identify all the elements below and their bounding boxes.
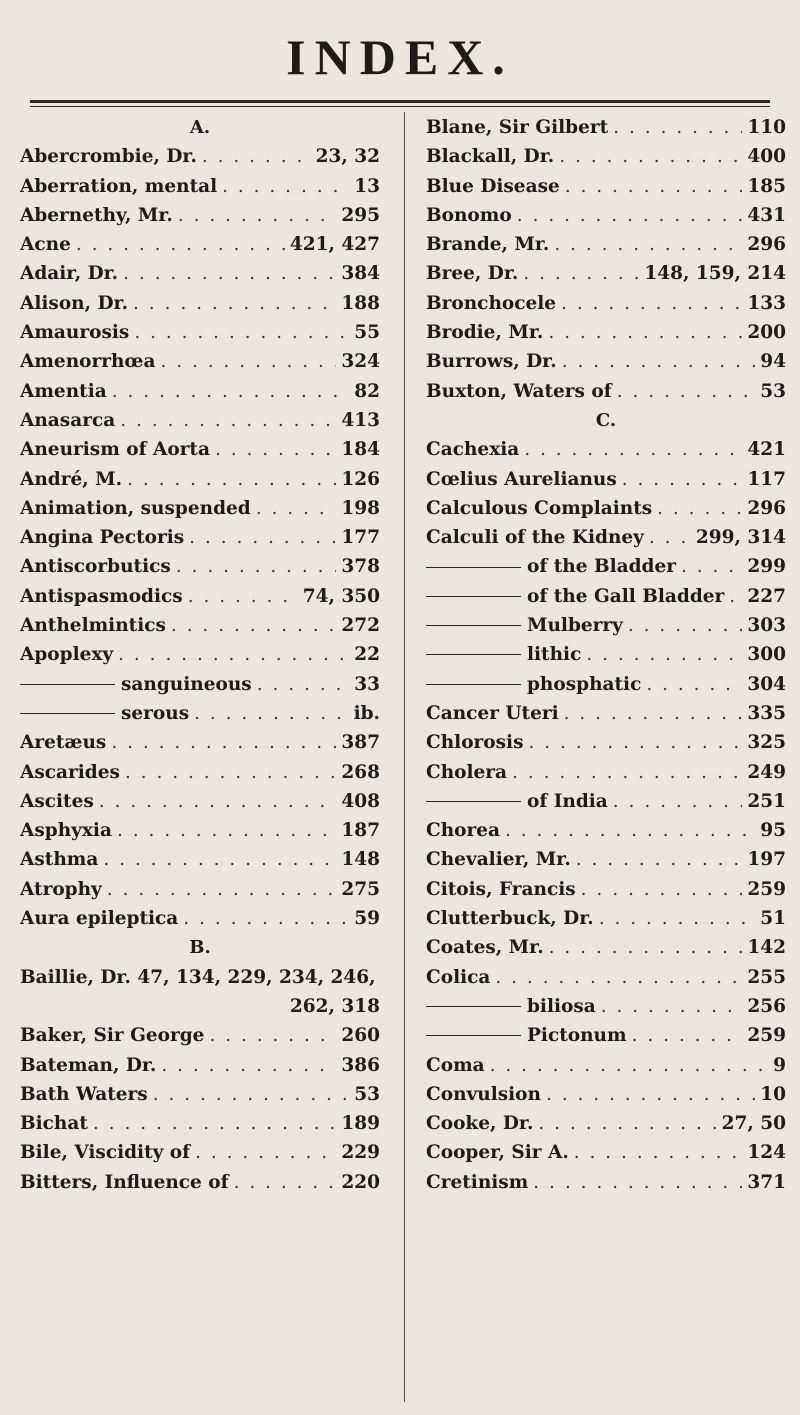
page-ref: 371	[747, 1171, 786, 1193]
entry-name: Brodie, Mr.	[426, 322, 544, 344]
leader-dots	[107, 875, 337, 904]
page-ref: 200	[747, 322, 786, 344]
index-subentry	[20, 699, 380, 728]
leader-dots	[546, 1080, 755, 1109]
index-entry	[426, 318, 786, 347]
ditto-dash	[426, 625, 521, 626]
entry-name: Bath Waters	[20, 1083, 148, 1105]
page-ref: 303	[747, 615, 786, 637]
leader-dots	[505, 816, 755, 845]
page-ref: 51	[760, 908, 786, 930]
entry-name: Aneurism of Aorta	[20, 439, 210, 461]
page-ref: 325	[747, 732, 786, 754]
entry-name: Amenorrhœa	[20, 351, 156, 373]
entry-name: Bateman, Dr.	[20, 1054, 157, 1076]
index-entry	[20, 1109, 380, 1138]
index-entry	[20, 904, 380, 933]
ditto-dash	[20, 684, 115, 685]
entry-name: of India	[527, 790, 608, 812]
entry-name: Angina Pectoris	[20, 527, 185, 549]
leader-dots	[613, 113, 742, 142]
entry-name: Convulsion	[426, 1083, 541, 1105]
entry-name: Amentia	[20, 380, 107, 402]
index-entry	[426, 523, 786, 552]
index-subentry	[426, 992, 786, 1021]
leader-dots	[681, 552, 742, 581]
ditto-dash	[426, 654, 521, 655]
index-subentry	[426, 552, 786, 581]
index-subentry	[426, 1021, 786, 1050]
leader-dots	[628, 611, 742, 640]
index-entry	[426, 933, 786, 962]
leader-dots	[194, 699, 348, 728]
index-entry	[20, 1080, 380, 1109]
index-entry	[20, 611, 380, 640]
page-ref: 189	[341, 1113, 380, 1135]
entry-name: Animation, suspended	[20, 497, 251, 519]
leader-dots	[523, 259, 639, 288]
entry-name: serous	[121, 702, 190, 724]
leader-dots	[171, 611, 336, 640]
page-ref: 117	[747, 468, 786, 490]
page-ref: 256	[747, 995, 786, 1017]
index-entry	[20, 1051, 380, 1080]
index-column-right	[426, 113, 786, 1197]
leader-dots	[202, 142, 311, 171]
leader-dots	[256, 494, 337, 523]
page-ref: 184	[341, 439, 380, 461]
page-ref: 275	[341, 878, 380, 900]
page-ref: 53	[760, 380, 786, 402]
index-entry	[20, 406, 380, 435]
leader-dots	[183, 904, 349, 933]
index-entry	[20, 318, 380, 347]
index-entry	[20, 465, 380, 494]
index-entry	[20, 640, 380, 669]
page-title: INDEX.	[286, 29, 514, 85]
index-entry	[426, 435, 786, 464]
page-ref: 268	[341, 761, 380, 783]
index-entry	[426, 172, 786, 201]
leader-dots	[549, 933, 743, 962]
leader-dots	[574, 1138, 743, 1167]
index-entry	[426, 289, 786, 318]
entry-name: Mulberry	[527, 615, 623, 637]
section-letter: B.	[189, 937, 211, 959]
page-ref: 187	[341, 820, 380, 842]
leader-dots	[125, 758, 336, 787]
leader-dots	[581, 875, 743, 904]
page-ref: 33	[354, 673, 380, 695]
index-entry-continuation	[20, 992, 380, 1021]
entry-name: Antiscorbutics	[20, 556, 171, 578]
page-ref: 95	[760, 820, 786, 842]
leader-dots	[576, 845, 743, 874]
page-ref: 259	[747, 878, 786, 900]
entry-name: Burrows, Dr.	[426, 351, 557, 373]
leader-dots	[103, 845, 336, 874]
entry-name: of the Bladder	[527, 556, 676, 578]
page-ref: 74, 350	[302, 585, 380, 607]
leader-dots	[120, 406, 336, 435]
index-entry	[426, 230, 786, 259]
entry-name: Aretæus	[20, 732, 107, 754]
leader-dots	[562, 347, 756, 376]
entry-name: lithic	[527, 644, 582, 666]
entry-name: Alison, Dr.	[20, 292, 129, 314]
leader-dots	[111, 728, 336, 757]
entry-name: Coates, Mr.	[426, 937, 544, 959]
entry-name: Apoplexy	[20, 644, 114, 666]
page-ref: 296	[747, 234, 786, 256]
index-entry	[426, 142, 786, 171]
page-ref: 408	[341, 790, 380, 812]
leader-dots	[517, 201, 743, 230]
section-letter: C.	[595, 409, 617, 431]
index-entry	[20, 1168, 380, 1197]
entry-name: Blackall, Dr.	[426, 146, 555, 168]
entry-name: Bronchocele	[426, 292, 557, 314]
index-entry	[20, 172, 380, 201]
index-entry	[20, 963, 380, 992]
ditto-dash	[426, 684, 521, 685]
page-ref: 384	[341, 263, 380, 285]
index-entry	[426, 465, 786, 494]
index-entry	[426, 1080, 786, 1109]
index-entry	[426, 904, 786, 933]
entry-name: Cœlius Aurelianus	[426, 468, 617, 490]
leader-dots	[657, 494, 742, 523]
page-ref: 299, 314	[695, 527, 786, 549]
leader-dots	[178, 201, 337, 230]
leader-dots	[564, 699, 743, 728]
page-ref: 22	[354, 644, 380, 666]
index-entry	[426, 875, 786, 904]
entry-name: Abernethy, Mr.	[20, 204, 173, 226]
entry-name: Ascarides	[20, 761, 120, 783]
page-ref: 259	[747, 1025, 786, 1047]
page-ref: 188	[341, 292, 380, 314]
page-ref: 23, 32	[315, 146, 380, 168]
leader-dots	[189, 523, 336, 552]
entry-name: Cooper, Sir A.	[426, 1142, 569, 1164]
leader-dots	[617, 377, 756, 406]
page-ref: 255	[747, 966, 786, 988]
entry-name: Bitters, Influence of	[20, 1171, 229, 1193]
leader-dots	[599, 904, 756, 933]
entry-name: Chlorosis	[426, 732, 524, 754]
leader-dots	[134, 318, 349, 347]
entry-name: Colica	[426, 966, 491, 988]
page-ref: 296	[747, 497, 786, 519]
page-ref: 300	[747, 644, 786, 666]
entry-name: Antispasmodics	[20, 585, 183, 607]
leader-dots	[123, 259, 336, 288]
entry-name: Calculous Complaints	[426, 497, 653, 519]
page-ref: 304	[747, 673, 786, 695]
leader-dots	[112, 377, 350, 406]
page-ref: 324	[341, 351, 380, 373]
leader-dots	[613, 787, 743, 816]
index-entry	[20, 1138, 380, 1167]
entry-name: Cooke, Dr.	[426, 1113, 534, 1135]
entry-name: Acne	[20, 234, 71, 256]
entry-name: Abercrombie, Dr.	[20, 146, 197, 168]
leader-dots	[561, 289, 742, 318]
entry-name: Cancer Uteri	[426, 702, 559, 724]
entry-name: Clutterbuck, Dr.	[426, 908, 594, 930]
ditto-dash	[426, 1006, 521, 1007]
index-entry	[20, 230, 380, 259]
page-ref: 124	[747, 1142, 786, 1164]
title-rule	[30, 100, 770, 103]
page-ref: 142	[747, 937, 786, 959]
index-entry	[20, 758, 380, 787]
leader-dots	[127, 465, 336, 494]
index-entry	[426, 113, 786, 142]
index-entry	[20, 289, 380, 318]
ditto-dash	[426, 567, 521, 568]
entry-name: Bichat	[20, 1113, 88, 1135]
leader-dots	[622, 465, 743, 494]
page-ref: 59	[354, 908, 380, 930]
index-subentry	[426, 670, 786, 699]
index-entry	[20, 728, 380, 757]
leader-dots	[195, 1138, 336, 1167]
index-entry	[20, 377, 380, 406]
leader-dots	[99, 787, 337, 816]
leader-dots	[257, 670, 350, 699]
page-ref: 9	[773, 1054, 786, 1076]
entry-name: Brande, Mr.	[426, 234, 550, 256]
index-column-left	[20, 113, 380, 1197]
entry-name: Anasarca	[20, 409, 116, 431]
leader-dots	[512, 758, 742, 787]
leader-dots	[538, 1109, 716, 1138]
entry-name: Amaurosis	[20, 322, 130, 344]
index-subentry	[426, 640, 786, 669]
page-ref: 126	[341, 468, 380, 490]
index-entry	[20, 582, 380, 611]
leader-dots	[649, 523, 691, 552]
entry-name: Cholera	[426, 761, 508, 783]
page-ref: 251	[747, 790, 786, 812]
entry-name: Pictonum	[527, 1025, 627, 1047]
leader-dots	[160, 347, 336, 376]
leader-dots	[222, 172, 349, 201]
index-entry	[426, 728, 786, 757]
index-entry	[20, 435, 380, 464]
leader-dots	[533, 1168, 742, 1197]
title-rule-thin	[30, 106, 770, 107]
leader-dots	[153, 1080, 350, 1109]
page-ref: 227	[747, 585, 786, 607]
index-entry	[426, 816, 786, 845]
page-ref: 299	[747, 556, 786, 578]
ditto-dash	[20, 713, 115, 714]
leader-dots	[118, 640, 349, 669]
index-subentry	[20, 670, 380, 699]
index-subentry	[426, 787, 786, 816]
index-entry	[426, 494, 786, 523]
entry-name: sanguineous	[121, 673, 252, 695]
entry-name: Cachexia	[426, 439, 520, 461]
page-ref: 220	[341, 1171, 380, 1193]
page-ref: 185	[747, 175, 786, 197]
page-ref: 421, 427	[289, 234, 380, 256]
leader-dots	[76, 230, 285, 259]
entry-name: André, M.	[20, 468, 123, 490]
page-ref: 249	[747, 761, 786, 783]
index-entry	[426, 1168, 786, 1197]
leader-dots	[601, 992, 743, 1021]
entry-name: Buxton, Waters of	[426, 380, 612, 402]
page-ref: 198	[341, 497, 380, 519]
entry-name: Bonomo	[426, 204, 512, 226]
ditto-dash	[426, 596, 521, 597]
page-ref: 177	[341, 527, 380, 549]
index-entry	[20, 845, 380, 874]
leader-dots	[632, 1021, 743, 1050]
leader-dots	[529, 728, 743, 757]
index-entry	[20, 347, 380, 376]
page-ref: 82	[354, 380, 380, 402]
page-ref: ib.	[353, 702, 380, 724]
index-entry	[20, 552, 380, 581]
index-entry	[426, 758, 786, 787]
page-ref: 94	[760, 351, 786, 373]
index-subentry	[426, 582, 786, 611]
entry-name: Baillie, Dr. 47, 134, 229, 234, 246,	[20, 966, 376, 988]
index-entry	[20, 1021, 380, 1050]
leader-dots	[133, 289, 336, 318]
index-entry	[426, 347, 786, 376]
page-ref: 260	[341, 1025, 380, 1047]
index-entry	[426, 963, 786, 992]
index-entry	[20, 816, 380, 845]
page-ref: 53	[354, 1083, 380, 1105]
entry-name: Chorea	[426, 820, 501, 842]
column-divider	[404, 112, 405, 1402]
index-entry	[426, 1109, 786, 1138]
section-letter: A.	[189, 117, 211, 138]
leader-dots	[490, 1051, 768, 1080]
ditto-dash	[426, 801, 521, 802]
index-entry	[426, 201, 786, 230]
page-ref: 13	[354, 175, 380, 197]
index-entry	[20, 787, 380, 816]
page-ref: 197	[747, 849, 786, 871]
index-entry	[426, 1051, 786, 1080]
entry-name: biliosa	[527, 995, 596, 1017]
leader-dots	[646, 670, 742, 699]
leader-dots	[548, 318, 742, 347]
leader-dots	[234, 1168, 337, 1197]
index-entry	[426, 699, 786, 728]
leader-dots	[117, 816, 336, 845]
leader-dots	[729, 582, 742, 611]
entry-name: Atrophy	[20, 878, 102, 900]
entry-name: Calculi of the Kidney	[426, 527, 644, 549]
entry-name: Asthma	[20, 849, 99, 871]
index-entry	[426, 1138, 786, 1167]
entry-name: Coma	[426, 1054, 485, 1076]
page-ref: 133	[747, 292, 786, 314]
page-ref: 262, 318	[289, 995, 380, 1017]
entry-name: Cretinism	[426, 1171, 529, 1193]
index-subentry	[426, 611, 786, 640]
entry-name: Bile, Viscidity of	[20, 1142, 191, 1164]
page-ref: 431	[747, 204, 786, 226]
page-ref: 148, 159, 214	[644, 263, 786, 285]
page-ref: 421	[747, 439, 786, 461]
page-ref: 335	[747, 702, 786, 724]
entry-name: Citois, Francis	[426, 878, 576, 900]
entry-name: Blue Disease	[426, 175, 560, 197]
page-ref: 378	[341, 556, 380, 578]
leader-dots	[209, 1021, 336, 1050]
page-ref: 295	[341, 204, 380, 226]
page-ref: 272	[341, 615, 380, 637]
leader-dots	[565, 172, 743, 201]
index-entry	[20, 259, 380, 288]
entry-name: Chevalier, Mr.	[426, 849, 571, 871]
index-entry	[20, 201, 380, 230]
page-ref: 229	[341, 1142, 380, 1164]
leader-dots	[495, 963, 742, 992]
index-entry	[426, 845, 786, 874]
leader-dots	[188, 582, 298, 611]
page-ref: 27, 50	[721, 1113, 786, 1135]
leader-dots	[93, 1109, 336, 1138]
leader-dots	[554, 230, 742, 259]
page-ref: 10	[760, 1083, 786, 1105]
entry-name: of the Gall Bladder	[527, 585, 725, 607]
page-ref: 413	[341, 409, 380, 431]
leader-dots	[586, 640, 742, 669]
entry-name: Blane, Sir Gilbert	[426, 117, 609, 138]
index-entry	[20, 494, 380, 523]
index-entry	[20, 142, 380, 171]
index-entry	[20, 523, 380, 552]
page-ref: 55	[354, 322, 380, 344]
leader-dots	[215, 435, 336, 464]
leader-dots	[176, 552, 337, 581]
entry-name: Bree, Dr.	[426, 263, 519, 285]
index-entry	[20, 875, 380, 904]
entry-name: Aura epileptica	[20, 908, 179, 930]
leader-dots	[524, 435, 742, 464]
index-entry	[426, 377, 786, 406]
entry-name: Adair, Dr.	[20, 263, 119, 285]
leader-dots	[559, 142, 742, 171]
index-entry	[426, 259, 786, 288]
page-ref: 386	[341, 1054, 380, 1076]
page-ref: 148	[341, 849, 380, 871]
page-ref: 387	[341, 732, 380, 754]
ditto-dash	[426, 1035, 521, 1036]
entry-name: Anthelmintics	[20, 615, 166, 637]
entry-name: Ascites	[20, 790, 94, 812]
entry-name: phosphatic	[527, 673, 642, 695]
page-ref: 110	[747, 117, 786, 138]
page-ref: 400	[747, 146, 786, 168]
entry-name: Baker, Sir George	[20, 1025, 205, 1047]
entry-name: Asphyxia	[20, 820, 112, 842]
entry-name: Aberration, mental	[20, 175, 218, 197]
leader-dots	[161, 1051, 336, 1080]
